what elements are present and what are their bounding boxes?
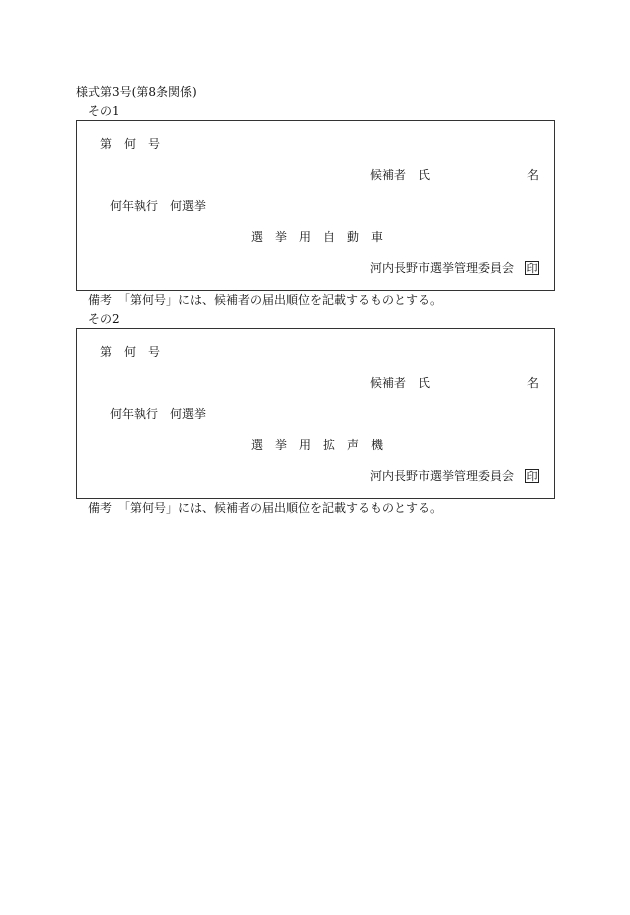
section-label-2: その2 xyxy=(88,312,120,326)
seal-mark-1: 印 xyxy=(526,262,538,275)
name-char-2: 名 xyxy=(527,376,540,390)
item-title-1: 選 挙 用 自 動 車 xyxy=(251,230,384,244)
election-line-1: 何年執行 何選挙 xyxy=(110,199,207,213)
section-label-1: その1 xyxy=(88,104,120,118)
name-char-1: 名 xyxy=(527,168,540,182)
issuer-1: 河内長野市選挙管理委員会 xyxy=(370,261,515,275)
item-title-2: 選 挙 用 拡 声 機 xyxy=(251,438,384,452)
note-2: 備考 「第何号」には、候補者の届出順位を記載するものとする。 xyxy=(88,501,443,515)
number-line-2: 第 何 号 xyxy=(100,345,161,359)
seal-mark-2: 印 xyxy=(526,470,538,483)
election-line-2: 何年執行 何選挙 xyxy=(110,407,207,421)
number-line-1: 第 何 号 xyxy=(100,137,161,151)
form-title: 様式第3号(第8条関係) xyxy=(76,85,197,99)
issuer-2: 河内長野市選挙管理委員会 xyxy=(370,469,515,483)
note-1: 備考 「第何号」には、候補者の届出順位を記載するものとする。 xyxy=(88,293,443,307)
candidate-label-1: 候補者 氏 xyxy=(370,168,431,182)
candidate-label-2: 候補者 氏 xyxy=(370,376,431,390)
